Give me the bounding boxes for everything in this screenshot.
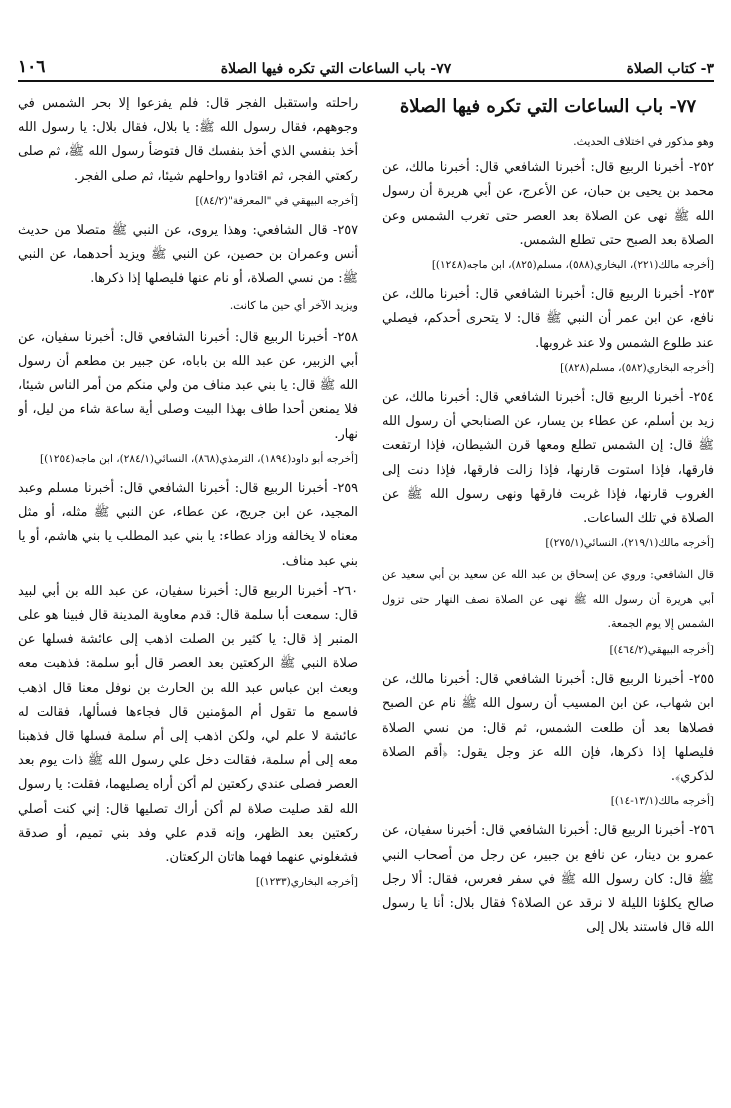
shafii-note: قال الشافعي: وروي عن إسحاق بن عبد الله عن سعيد بن أبي سعيد عن أبي هريرة أن رسول الله ﷺ نهى عن الصلاة نصف النهار حتى تزول الشمس إلا يوم الجمعة.: [382, 568, 714, 630]
hadith-256: ٢٥٦- أخبرنا الربيع قال: أخبرنا الشافعي قال: أخبرنا سفيان، عن عمرو بن دينار، عن نافع بن جبير، عن رجل من أصحاب النبي ﷺ قال: كان رسول الله ﷺ في سفر فعرس، فقال: ألا رجل صالح يكلؤنا الليلة لا نرقد عن الصلاة؟ فقال بلال: أنا يا رسول الله قال فاستند بلال إلى: [382, 823, 714, 936]
hadith-254-source: [أخرجه مالك(٢١٩/١)، النسائي(٢٧٥/١)]: [545, 537, 714, 550]
hadith-256-continuation: راحلته واستقبل الفجر قال: فلم يفزعوا إلا بحر الشمس في وجوههم، فقال رسول الله ﷺ: يا بلال، فقال بلال: يا رسول الله أخذ بنفسي الذي أخذ بنفسك قال فتوضأ رسول الله ﷺ، ثم صلى ركعتي الفجر، ثم اقتادوا رواحلهم شيئا، ثم صلى الفجر.: [18, 96, 358, 184]
hadith-254: ٢٥٤- أخبرنا الربيع قال: أخبرنا الشافعي قال: أخبرنا مالك، عن زيد بن أسلم، عن عطاء بن يسار، عن الصنابحي أن رسول الله ﷺ قال: إن الشمس تطلع ومعها قرن الشيطان، فإذا ارتفعت فارقها، فإذا استوت قارنها، فإذا زالت فارقها، فإذا دنت إلى الغروب قارنها، فإذا غربت فارقها ونهى رسول الله ﷺ عن الصلاة في تلك الساعات.: [382, 390, 714, 527]
right-column: [382, 92, 714, 1102]
chapter-heading: ٧٧- باب الساعات التي تكره فيها الصلاة: [399, 96, 697, 117]
hadith-259: ٢٥٩- أخبرنا الربيع قال: أخبرنا الشافعي قال: أخبرنا مسلم وعبد المجيد، عن ابن جريج، عن عطاء، عن النبي ﷺ مثله، أو مثل معناه لا يخالفه وزاد عطاء: يا بني عبد المطلب يا بني هاشم، أو يا بني عبد مناف.: [18, 481, 358, 569]
hadith-253-source: [أخرجه البخاري(٥٨٢)، مسلم(٨٢٨)]: [560, 361, 714, 374]
running-header: [18, 56, 714, 82]
page-number: ١٠٦: [18, 57, 46, 77]
hadith-252: ٢٥٢- أخبرنا الربيع قال: أخبرنا الشافعي قال: أخبرنا مالك، عن محمد بن يحيى بن حبان، عن الأعرج، عن أبي هريرة أن رسول الله ﷺ نهى عن الصلاة بعد العصر حتى تغرب الشمس وعن الصلاة بعد الصبح حتى تطلع الشمس.: [382, 160, 714, 248]
chapter-title: ٣- كتاب الصلاة: [626, 61, 714, 77]
hadith-257-note: ويزيد الآخر أي حين ما كانت.: [229, 298, 358, 312]
section-title: ٧٧- باب الساعات التي تكره فيها الصلاة: [220, 61, 452, 77]
hadith-258: ٢٥٨- أخبرنا الربيع قال: أخبرنا الشافعي قال: أخبرنا سفيان، عن أبي الزبير، عن عبد الله بن باباه، عن جبير بن مطعم أن رسول الله ﷺ قال: يا بني عبد مناف من ولي منكم من أمر الناس شيئا، فلا يمنعن أحدا طاف بهذا البيت وصلى أية ساعة شاء من ليل، أو نهار.: [18, 329, 358, 442]
hadith-256-source: [أخرجه البيهقي في "المعرفة"(٨٤/٢)]: [195, 194, 358, 207]
hadith-255-source: [أخرجه مالك(١٣/١-١٤)]: [610, 795, 714, 808]
hadith-258-source: [أخرجه أبو داود(١٨٩٤)، الترمذي(٨٦٨)، النسائي(٢٨٤/١)، ابن ماجه(١٢٥٤)]: [39, 452, 358, 465]
shafii-note-source: [أخرجه البيهقي(٤٦٤/٢)]: [609, 644, 714, 657]
hadith-260-source: [أخرجه البخاري(١٢٣٣)]: [255, 876, 358, 889]
intro-note: وهو مذكور في اختلاف الحديث.: [573, 135, 714, 148]
hadith-257: ٢٥٧- قال الشافعي: وهذا يروى، عن النبي ﷺ متصلا من حديث أنس وعمران بن حصين، عن النبي ﷺ ويزيد أحدهما، عن النبي ﷺ: من نسي الصلاة، أو نام عنها فليصلها إذا ذكرها.: [18, 223, 358, 287]
hadith-255: ٢٥٥- أخبرنا الربيع قال: أخبرنا الشافعي قال: أخبرنا مالك، عن ابن شهاب، عن ابن المسيب أن رسول الله ﷺ نام عن الصبح فصلاها بعد أن طلعت الشمس، ثم قال: من نسي الصلاة فليصلها إذا ذكرها، فإن الله عز وجل يقول: ﴿أقم الصلاة لذكري﴾.: [382, 672, 714, 785]
hadith-253: ٢٥٣- أخبرنا الربيع قال: أخبرنا الشافعي قال: أخبرنا مالك، عن نافع، عن ابن عمر أن النبي ﷺ قال: لا يتحرى أحدكم، فيصلي عند طلوع الشمس ولا عند غروبها.: [382, 287, 714, 351]
hadith-252-source: [أخرجه مالك(٢٢١)، البخاري(٥٨٨)، مسلم(٨٢٥)، ابن ماجه(١٢٤٨)]: [431, 259, 714, 272]
hadith-260: ٢٦٠- أخبرنا الربيع قال: أخبرنا سفيان، عن عبد الله بن أبي لبيد قال: سمعت أبا سلمة قال: قدم معاوية المدينة قال فبينا هو على المنبر إذ قال: يا كثير بن الصلت اذهب إلى عائشة فسلها عن صلاة النبي ﷺ الركعتين بعد العصر قال أبو سلمة: فذهبت معه وبعث ابن عباس عبد الله بن الحارث بن نوفل معنا قال اذهب فاسمع ما تقول أم المؤمنين قال فجاءها فسألها، فقالت له عائشة لا علم لي، ولكن اذهب إلى أم سلمة فسلها قال فذهبنا معه إلى أم سلمة، فقالت دخل علي رسول الله ﷺ ذات يوم بعد العصر فصلى عندي ركعتين لم أكن أراه يصليهما، فقلت: يا رسول الله لقد صليت صلاة لم أكن أراك تصليها قال: إني كنت أصلي ركعتين بعد الظهر، وإنه قدم علي وفد بني تميم، أو صدقة فشغلوني عنهما فهما هاتان الركعتان.: [18, 583, 358, 866]
left-column: [18, 92, 358, 1102]
